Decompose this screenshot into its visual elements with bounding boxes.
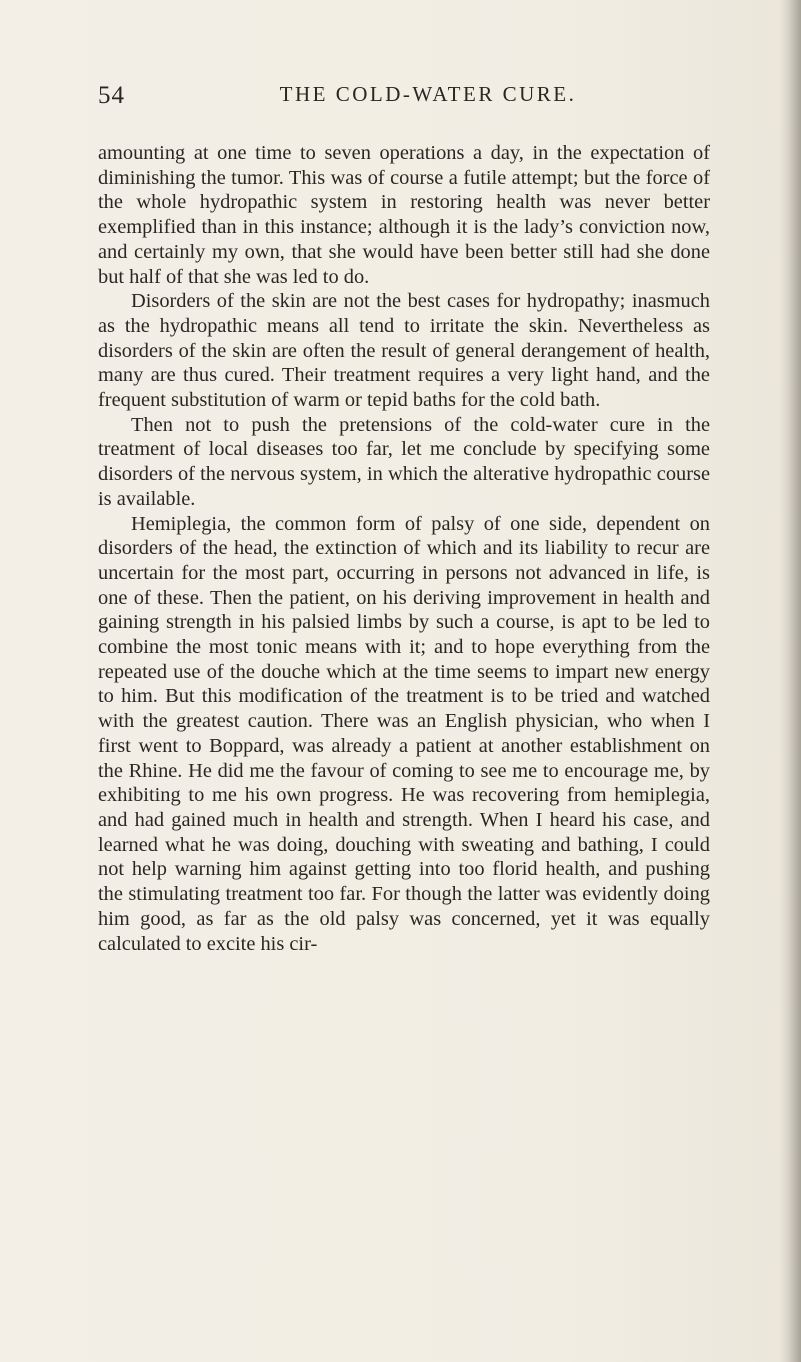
running-head [98, 82, 718, 116]
paragraph-continued: amounting at one time to seven operations a day, in the expectation of diminishing the tumor. This was of course a futile attempt; but the force of the whole hydropathic system in restoring health was never better exemplified than in this instance; although it is the lady’s conviction now, and certainly my own, that she would have been better still had she done but half of that she was led to do. [98, 142, 710, 288]
running-title: THE COLD-WATER CURE. [279, 82, 577, 106]
paragraph-skin-disorders: Disorders of the skin are not the best cases for hydropathy; inasmuch as the hydropathic means all tend to irritate the skin. Nevertheless as disorders of the skin are often the result of general derangement of health, many are thus cured. Their treatment requires a very light hand, and the frequent substitution of warm or tepid baths for the cold bath. [98, 290, 710, 412]
page-edge-shadow [779, 0, 801, 1362]
paragraph-hemiplegia: Hemiplegia, the common form of palsy of one side, dependent on disorders of the head, the extinction of which and its liability to recur are uncertain for the most part, occurring in persons not advanced in life, is one of these. Then the patient, on his deriving improvement in health and gaining strength in his palsied limbs by such a course, is apt to be led to combine the most tonic means with it; and to hope everything from the repeated use of the douche which at the time seems to impart new energy to him. But this modification of the treatment is to be tried and watched with the greatest caution. There was an English physician, who when I first went to Boppard, was already a patient at another establishment on the Rhine. He did me the favour of coming to see me to encourage me, by exhibiting to me his own progress. He was recovering from hemiplegia, and had gained much in health and strength. When I heard his case, and learned what he was doing, douching with sweating and bathing, I could not help warning him against getting into too florid health, and pushing the stimulating treatment too far. For though the latter was evidently doing him good, as far as the old palsy was concerned, yet it was equally calculated to excite his cir- [98, 512, 710, 955]
page-number: 54 [98, 82, 125, 109]
paragraph-nervous-system: Then not to push the pretensions of the cold-water cure in the treatment of local diseases too far, let me conclude by specifying some disorders of the nervous system, in which the alterative hydropathic course is available. [98, 413, 710, 510]
body-text [98, 141, 710, 956]
